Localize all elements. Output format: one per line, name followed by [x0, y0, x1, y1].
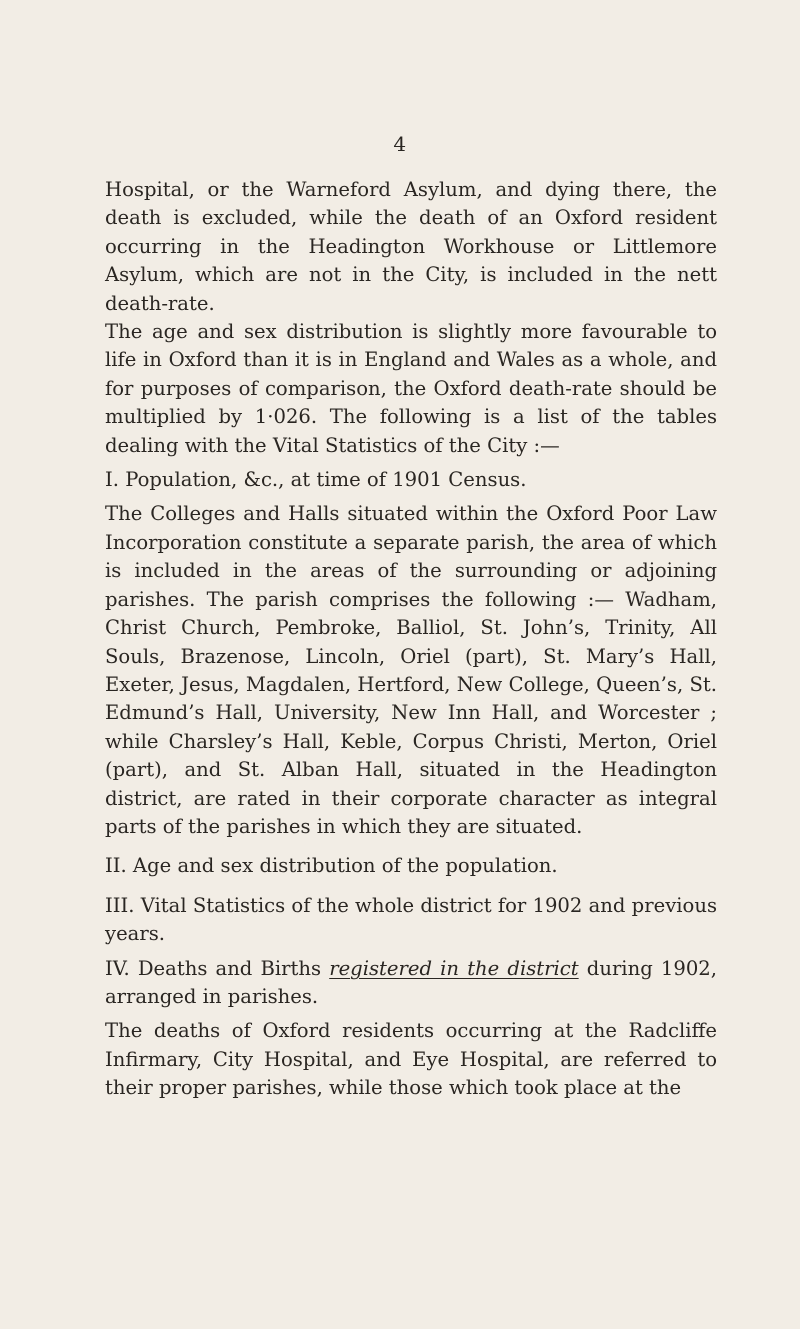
paragraph-age-sex-note: The age and sex distribution is slightly more favourable to life in Oxford than it is in England and Wales as a whole, and for purposes of comparison, the Oxford death-rate should be multiplied by 1·026. The following is a list of the tables dealing with the Vital Statistics of the City :— [105, 320, 717, 457]
table-list-item-1: I. Population, &c., at time of 1901 Census. [105, 468, 527, 492]
item-4-lead: IV. Deaths and Births [105, 956, 330, 980]
table-list-item-2: II. Age and sex distribution of the population. [105, 854, 558, 878]
item-4-emphasis: registered in the district [329, 956, 579, 980]
page-number: 4 [393, 132, 407, 156]
item-4-tail: during 1902, arranged in parishes. [105, 956, 717, 1008]
paragraph-radcliffe: The deaths of Oxford residents occurring at the Radcliffe Infirmary, City Hospital, and Eye Hospital, are referred to their proper parishes, while those which took place at the [105, 1019, 717, 1100]
table-list-item-3: III. Vital Statistics of the whole district for 1902 and previous years. [105, 893, 717, 946]
paragraph-colleges: The Colleges and Halls situated within the Oxford Poor Law Incorporation constitute a separate parish, the area of which is included in the areas of the surrounding or adjoining parishes. The parish comprises the following :— Wadham, Christ Church, Pembroke, Balliol, St. John’s, Trinity, All Souls, Brazenose, Lincoln, Oriel (part), St. Mary’s Hall, Exeter, Jesus, Magdalen, Hertford, New College, Queen’s, St. Edmund’s Hall, University, New Inn Hall, and Worcester ; while Charsley’s Hall, Keble, Corpus Christi, Merton, Oriel (part), and St. Alban Hall, situated in the Headington district, are rated in their corporate character as integral parts of the parishes in which they are situated. [105, 502, 717, 838]
body-text [105, 176, 717, 1103]
table-list-item-4 [105, 955, 717, 1012]
paragraph-continuation: Hospital, or the Warneford Asylum, and dying there, the death is excluded, while the death of an Oxford resident occurring in the Headington Workhouse or Littlemore Asylum, which are not in the City, is included in the nett death-rate. [105, 178, 717, 315]
